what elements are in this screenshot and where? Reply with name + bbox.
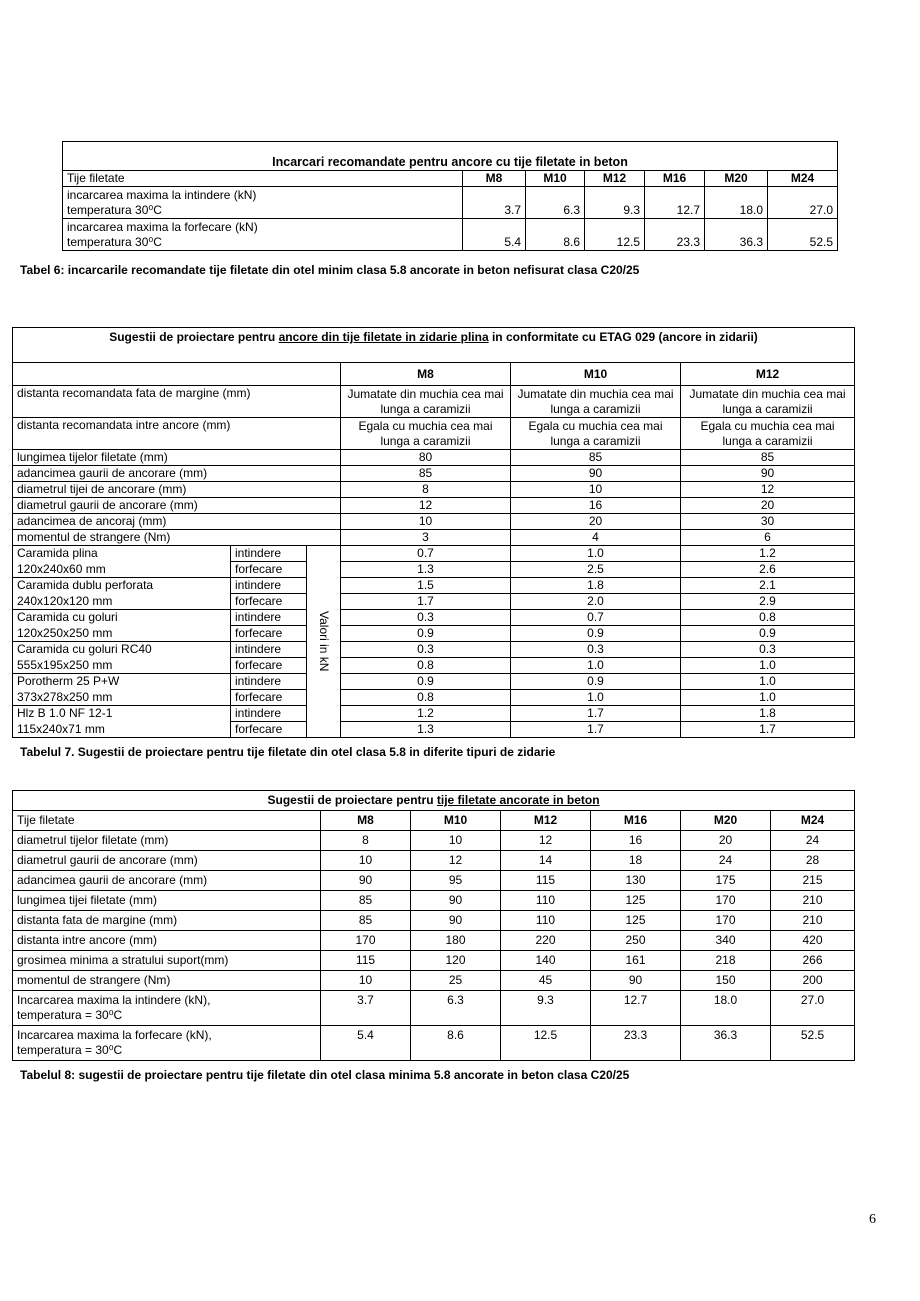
table-cell: 1.3 [341,562,511,578]
table-cell: 14 [501,851,591,871]
table-cell: 170 [681,891,771,911]
material-name: Caramida plina [13,546,231,562]
table-cell: 12.5 [501,1026,591,1061]
table-cell: 10 [321,971,411,991]
table-cell: 23.3 [591,1026,681,1061]
table-cell: 0.3 [341,642,511,658]
table-cell: 6 [681,530,855,546]
table-cell: 85 [681,450,855,466]
material-name: Caramida dublu perforata [13,578,231,594]
table-cell: 210 [771,911,855,931]
table-row [13,386,855,418]
title-text-end: in conformitate cu ETAG 029 (ancore in zidarii) [488,330,758,344]
table-cell: 120 [411,951,501,971]
table-cell: Jumatate din muchia cea mai lunga a caramizii [681,386,855,418]
row-label-line1: distanta fata de margine (mm) [17,913,178,927]
table-cell: 115 [501,871,591,891]
table-8 [12,790,855,1061]
table-cell: 45 [501,971,591,991]
table-cell: 12 [681,482,855,498]
table-cell: 250 [591,931,681,951]
table-cell: 12.7 [591,991,681,1026]
title-underlined: ancore din tije filetate in zidarie plina [278,330,489,344]
row-label-line2: temperatura = 30⁰C [17,1008,123,1022]
table-row [13,466,855,482]
load-type: forfecare [231,562,307,578]
table-row [13,891,855,911]
table-cell: 27.0 [771,991,855,1026]
table-cell: 1.0 [511,658,681,674]
row-label-line1: momentul de strangere (Nm) [17,973,171,987]
column-header: M24 [768,171,838,187]
table-cell: 12.7 [645,187,705,219]
table-cell: 1.7 [511,706,681,722]
table-cell: 1.0 [681,674,855,690]
row-label [63,219,463,251]
header-label: Tije filetate [63,171,463,187]
table-title: Incarcari recomandate pentru ancore cu tije filetate in beton [63,142,838,171]
table-cell: 0.9 [681,626,855,642]
row-label [13,1026,321,1061]
table-row [13,450,855,466]
table-cell: 90 [511,466,681,482]
table-cell: 25 [411,971,501,991]
table-row [13,851,855,871]
table-cell: 2.5 [511,562,681,578]
table-cell: 140 [501,951,591,971]
table-cell: 18 [591,851,681,871]
column-header: M20 [681,811,771,831]
title-row [13,791,855,811]
table-cell: 10 [511,482,681,498]
table-cell: 18.0 [705,187,768,219]
table-cell: 27.0 [768,187,838,219]
table-cell: 1.8 [681,706,855,722]
table-cell: 10 [341,514,511,530]
page-number: 6 [869,1212,876,1227]
table-cell: 1.0 [681,658,855,674]
table-cell: 12.5 [585,219,645,251]
material-size: 240x120x120 mm [13,594,231,610]
row-label: diametrul gaurii de ancorare (mm) [13,498,341,514]
row-label [13,831,321,851]
table-6-caption: Tabel 6: incarcarile recomandate tije filetate din otel minim clasa 5.8 ancorate in beton nefisurat clasa C20/25 [20,263,640,277]
table-row [13,931,855,951]
table-cell: 85 [341,466,511,482]
table-title [13,791,855,811]
column-header: M16 [591,811,681,831]
table-row [13,690,855,706]
table-row [13,514,855,530]
row-label-line2: temperatura 30⁰C [67,235,162,249]
table-cell: 80 [341,450,511,466]
table-cell: 0.3 [511,642,681,658]
table-row [13,991,855,1026]
row-label: distanta recomandata intre ancore (mm) [13,418,341,450]
row-label [13,931,321,951]
column-header: M24 [771,811,855,831]
load-type: intindere [231,610,307,626]
column-header: M12 [501,811,591,831]
table-cell: 5.4 [321,1026,411,1061]
table-cell: 23.3 [645,219,705,251]
material-name: Hlz B 1.0 NF 12-1 [13,706,231,722]
table-cell: 1.0 [511,690,681,706]
row-label: adancimea gaurii de ancorare (mm) [13,466,341,482]
table-cell: 8.6 [526,219,585,251]
table-cell: 2.0 [511,594,681,610]
table-cell: 210 [771,891,855,911]
table-row [13,674,855,690]
title-text: Sugestii de proiectare pentru [267,793,437,807]
table-cell: 0.3 [681,642,855,658]
title-row [63,142,838,171]
row-label-line1: lungimea tijei filetate (mm) [17,893,158,907]
table-cell: 161 [591,951,681,971]
column-header: M8 [463,171,526,187]
table-cell: 2.1 [681,578,855,594]
table-cell: 85 [321,891,411,911]
table-cell: 30 [681,514,855,530]
load-type: intindere [231,706,307,722]
table-row [13,951,855,971]
table-row [13,562,855,578]
table-cell: 9.3 [585,187,645,219]
table-cell: 1.7 [341,594,511,610]
header-label: Tije filetate [13,811,321,831]
table-cell: 1.2 [341,706,511,722]
table-cell: 2.6 [681,562,855,578]
table-cell: 1.5 [341,578,511,594]
title-row [13,328,855,363]
load-type: intindere [231,674,307,690]
load-type: forfecare [231,594,307,610]
table-7 [12,327,855,738]
row-label: momentul de strangere (Nm) [13,530,341,546]
table-cell: 110 [501,891,591,911]
row-label-line1: incarcarea maxima la intindere (kN) [67,188,257,202]
load-type: forfecare [231,722,307,738]
table-cell: 52.5 [768,219,838,251]
row-label [13,911,321,931]
column-header: M12 [681,363,855,386]
table-title [13,328,855,363]
table-8-caption: Tabelul 8: sugestii de proiectare pentru tije filetate din otel clasa minima 5.8 ancorate in beton clasa C20/25 [20,1068,630,1082]
table-row [13,971,855,991]
table-cell: Jumatate din muchia cea mai lunga a caramizii [511,386,681,418]
table-cell: 215 [771,871,855,891]
table-row [13,831,855,851]
load-type: forfecare [231,626,307,642]
row-label-line1: Incarcarea maxima la intindere (kN), [17,993,211,1007]
table-row [13,642,855,658]
table-cell: 85 [511,450,681,466]
table-row [13,1026,855,1061]
table-row [13,626,855,642]
table-cell: 180 [411,931,501,951]
unit-label: Valori in kN [307,546,341,738]
table-cell: 170 [681,911,771,931]
table-row [13,498,855,514]
table-cell: 0.9 [341,674,511,690]
row-label-line1: diametrul gaurii de ancorare (mm) [17,853,198,867]
table-cell: 90 [681,466,855,482]
table-6 [62,141,838,251]
column-header: M8 [341,363,511,386]
table-cell: 12 [341,498,511,514]
table-cell: 6.3 [526,187,585,219]
table-cell: 0.8 [341,690,511,706]
row-label-line1: distanta intre ancore (mm) [17,933,158,947]
row-label-line2: temperatura 30⁰C [67,203,162,217]
table-cell: 90 [321,871,411,891]
table-cell: 150 [681,971,771,991]
table-cell: 95 [411,871,501,891]
row-label [63,187,463,219]
table-row [13,546,855,562]
table-cell: Egala cu muchia cea mai lunga a caramizii [681,418,855,450]
table-cell: 16 [511,498,681,514]
row-label-line1: diametrul tijelor filetate (mm) [17,833,169,847]
table-row [13,610,855,626]
table-row [13,418,855,450]
material-name: Porotherm 25 P+W [13,674,231,690]
header-row [13,811,855,831]
row-label-line1: incarcarea maxima la forfecare (kN) [67,220,258,234]
column-header: M10 [511,363,681,386]
table-cell: 8 [321,831,411,851]
row-label-line1: adancimea gaurii de ancorare (mm) [17,873,208,887]
table-cell: 1.8 [511,578,681,594]
material-size: 120x250x250 mm [13,626,231,642]
table-cell: 24 [771,831,855,851]
row-label [13,851,321,871]
table-cell: 8 [341,482,511,498]
table-row [13,658,855,674]
header-blank [13,363,341,386]
table-row [13,530,855,546]
table-cell: 5.4 [463,219,526,251]
table-row [13,871,855,891]
table-cell: 20 [511,514,681,530]
row-label: lungimea tijelor filetate (mm) [13,450,341,466]
table-cell: 170 [321,931,411,951]
table-cell: 218 [681,951,771,971]
row-label [13,971,321,991]
table-cell: 20 [681,831,771,851]
table-cell: 0.9 [341,626,511,642]
load-type: intindere [231,578,307,594]
table-row [13,722,855,738]
row-label: distanta recomandata fata de margine (mm) [13,386,341,418]
table-cell: 12 [501,831,591,851]
row-label-line1: Incarcarea maxima la forfecare (kN), [17,1028,212,1042]
table-cell: Jumatate din muchia cea mai lunga a caramizii [341,386,511,418]
table-cell: 0.7 [341,546,511,562]
load-type: forfecare [231,658,307,674]
table-cell: 125 [591,891,681,911]
table-cell: 10 [321,851,411,871]
table-cell: 6.3 [411,991,501,1026]
table-cell: 1.3 [341,722,511,738]
table-row [63,187,838,219]
table-cell: 1.0 [681,690,855,706]
table-cell: 0.9 [511,626,681,642]
title-text: Sugestii de proiectare pentru [109,330,279,344]
table-cell: 115 [321,951,411,971]
table-cell: 2.9 [681,594,855,610]
table-cell: 16 [591,831,681,851]
table-cell: 4 [511,530,681,546]
table-row [13,482,855,498]
table-cell: 24 [681,851,771,871]
table-cell: 0.8 [681,610,855,626]
table-7-caption: Tabelul 7. Sugestii de proiectare pentru tije filetate din otel clasa 5.8 in diferite tipuri de zidarie [20,745,556,759]
table-cell: 0.8 [341,658,511,674]
row-label [13,871,321,891]
table-cell: Egala cu muchia cea mai lunga a caramizii [341,418,511,450]
table-cell: 175 [681,871,771,891]
table-cell: 20 [681,498,855,514]
table-cell: 36.3 [681,1026,771,1061]
column-header: M20 [705,171,768,187]
table-cell: 125 [591,911,681,931]
table-cell: 130 [591,871,681,891]
table-cell: 266 [771,951,855,971]
table-cell: 36.3 [705,219,768,251]
table-row [13,578,855,594]
header-row [13,363,855,386]
table-cell: 90 [411,891,501,911]
column-header: M12 [585,171,645,187]
table-cell: 420 [771,931,855,951]
title-underlined: tije filetate ancorate in beton [436,793,600,807]
load-type: intindere [231,642,307,658]
table-cell: 1.7 [511,722,681,738]
column-header: M10 [526,171,585,187]
material-size: 115x240x71 mm [13,722,231,738]
table-cell: 12 [411,851,501,871]
material-size: 555x195x250 mm [13,658,231,674]
table-cell: Egala cu muchia cea mai lunga a caramizii [511,418,681,450]
column-header: M10 [411,811,501,831]
table-row [13,911,855,931]
table-cell: 90 [591,971,681,991]
load-type: forfecare [231,690,307,706]
table-cell: 3 [341,530,511,546]
table-cell: 1.0 [511,546,681,562]
table-row [13,706,855,722]
table-cell: 9.3 [501,991,591,1026]
table-cell: 85 [321,911,411,931]
table-cell: 28 [771,851,855,871]
table-cell: 3.7 [321,991,411,1026]
table-cell: 0.3 [341,610,511,626]
table-cell: 3.7 [463,187,526,219]
material-size: 120x240x60 mm [13,562,231,578]
row-label [13,991,321,1026]
table-cell: 52.5 [771,1026,855,1061]
row-label [13,891,321,911]
table-cell: 0.9 [511,674,681,690]
table-cell: 220 [501,931,591,951]
row-label: diametrul tijei de ancorare (mm) [13,482,341,498]
material-name: Caramida cu goluri RC40 [13,642,231,658]
table-cell: 340 [681,931,771,951]
table-row [13,594,855,610]
column-header: M16 [645,171,705,187]
row-label: adancimea de ancoraj (mm) [13,514,341,530]
row-label [13,951,321,971]
row-label-line1: grosimea minima a stratului suport(mm) [17,953,229,967]
table-row [63,219,838,251]
load-type: intindere [231,546,307,562]
row-label-line2: temperatura = 30⁰C [17,1043,123,1057]
table-cell: 200 [771,971,855,991]
material-name: Caramida cu goluri [13,610,231,626]
table-cell: 1.7 [681,722,855,738]
table-cell: 8.6 [411,1026,501,1061]
column-header: M8 [321,811,411,831]
table-cell: 18.0 [681,991,771,1026]
table-cell: 110 [501,911,591,931]
table-cell: 10 [411,831,501,851]
material-size: 373x278x250 mm [13,690,231,706]
table-cell: 90 [411,911,501,931]
table-cell: 0.7 [511,610,681,626]
header-row [63,171,838,187]
table-cell: 1.2 [681,546,855,562]
